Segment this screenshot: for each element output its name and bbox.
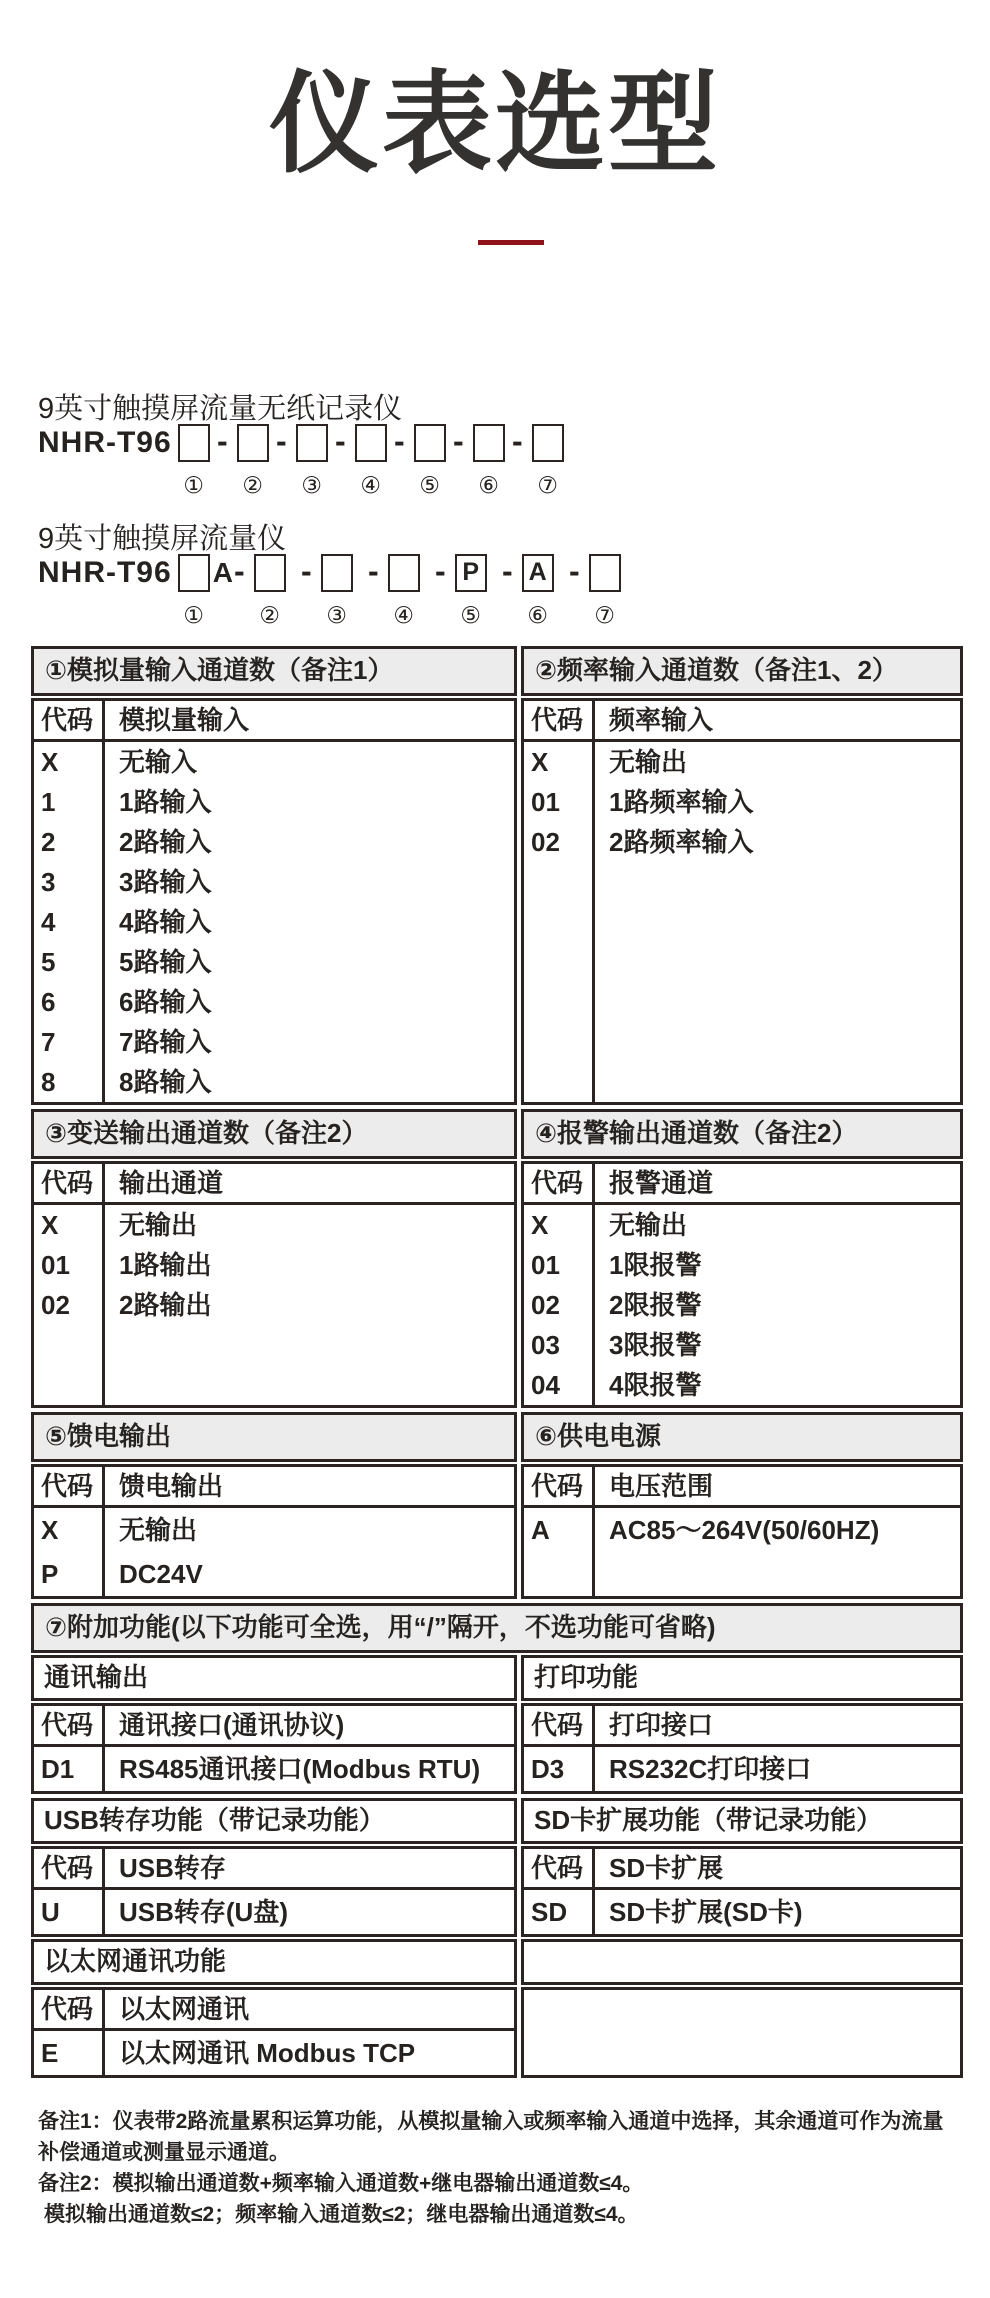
table-row	[524, 1365, 960, 1405]
column-divider	[592, 701, 595, 1102]
table-row	[524, 1325, 960, 1365]
column-divider	[102, 1706, 105, 1791]
model2-code-row	[38, 554, 625, 638]
model-code-slot	[355, 424, 414, 508]
code-box	[254, 554, 286, 592]
row-desc: 1路输出	[119, 1250, 212, 1280]
sd-code-table	[521, 1846, 963, 1937]
section2-header: ②频率输入通道数（备注1、2）	[521, 646, 963, 696]
row-code: 01	[531, 787, 560, 817]
slot-number: ①	[183, 602, 204, 628]
column-header-row	[34, 1164, 514, 1205]
table-row	[34, 862, 514, 902]
row-code: X	[531, 747, 549, 777]
code-box	[473, 424, 505, 462]
table-row	[524, 1747, 960, 1791]
code-column-header: 代码	[531, 705, 584, 735]
row-code: 02	[41, 1290, 70, 1320]
row-desc: AC85～264V(50/60HZ)	[609, 1515, 880, 1545]
note-line: 补偿通道或测量显示通道。	[38, 2141, 290, 2164]
table-row	[34, 822, 514, 862]
section5-header: ⑤馈电输出	[31, 1412, 517, 1462]
row-desc: 2路输出	[119, 1290, 212, 1320]
dash-separator: -	[368, 553, 379, 589]
column-header-row	[524, 701, 960, 742]
ethernet-function-title: 以太网通讯功能	[31, 1939, 517, 1985]
row-code: 6	[41, 987, 56, 1017]
code-box	[178, 554, 210, 592]
column-header-row	[34, 1467, 514, 1508]
row-desc: 3限报警	[609, 1330, 702, 1360]
row-code: 4	[41, 907, 56, 937]
table-row	[524, 782, 960, 822]
slot-number: ⑥	[527, 602, 548, 628]
slot-number: ⑥	[478, 472, 499, 498]
desc-column-header: 报警通道	[609, 1168, 714, 1198]
desc-column-header: 以太网通讯	[119, 1994, 250, 2024]
table-row	[34, 1022, 514, 1062]
row-code: D3	[531, 1754, 565, 1784]
code-box	[414, 424, 446, 462]
row-desc: 6路输入	[119, 987, 212, 1017]
row-desc: 以太网通讯 Modbus TCP	[119, 2038, 416, 2068]
model2-subtitle: 9英寸触摸屏流量仪	[38, 523, 287, 555]
dash-separator: -	[217, 423, 228, 459]
model-code-slot	[455, 554, 522, 638]
slot-number: ②	[259, 602, 280, 628]
table-row	[34, 1552, 514, 1596]
row-code: X	[41, 1515, 59, 1545]
comm-output-title: 通讯输出	[31, 1655, 517, 1701]
table-row	[34, 1508, 514, 1552]
section4-header: ④报警输出通道数（备注2）	[521, 1109, 963, 1159]
table-row	[34, 1285, 514, 1325]
column-divider	[102, 1164, 105, 1405]
code-box	[532, 424, 564, 462]
note-line: 模拟输出通道数≤2；频率输入通道数≤2；继电器输出通道数≤4。	[44, 2203, 639, 2226]
row-code: 8	[41, 1067, 56, 1097]
usb-code-table	[31, 1846, 517, 1937]
row-code: 02	[531, 1290, 560, 1320]
column-divider	[592, 1849, 595, 1934]
row-code: 3	[41, 867, 56, 897]
column-divider	[592, 1164, 595, 1405]
table-row	[34, 742, 514, 782]
model-code-slot	[589, 554, 625, 638]
row-desc: 无输出	[119, 1210, 198, 1240]
code-box	[178, 424, 210, 462]
desc-column-header: 模拟量输入	[119, 705, 250, 735]
row-code: X	[41, 1210, 59, 1240]
slot-number: ①	[183, 472, 204, 498]
model1-code-row	[38, 424, 568, 508]
row-desc: 2路输入	[119, 827, 212, 857]
desc-column-header: 打印接口	[609, 1710, 714, 1740]
column-divider	[592, 1467, 595, 1596]
row-desc: 1路输入	[119, 787, 212, 817]
code-column-header: 代码	[41, 1994, 94, 2024]
model-code-slot	[296, 424, 355, 508]
dash-separator: -	[234, 553, 245, 589]
table-row	[34, 1062, 514, 1102]
column-divider	[102, 1849, 105, 1934]
model-code-slot	[532, 424, 568, 508]
dash-separator: -	[301, 553, 312, 589]
row-desc: 2路频率输入	[609, 827, 754, 857]
slot-number: ③	[301, 472, 322, 498]
code-box	[355, 424, 387, 462]
desc-column-header: 输出通道	[119, 1168, 224, 1198]
model-code-slot	[473, 424, 532, 508]
model-code-slot	[237, 424, 296, 508]
row-desc: USB转存(U盘)	[119, 1897, 288, 1927]
row-code: X	[531, 1210, 549, 1240]
feed-output-code-table	[31, 1464, 517, 1599]
model-code-slot	[522, 554, 589, 638]
code-box: A	[522, 554, 554, 592]
code-column-header: 代码	[41, 1471, 94, 1501]
code-suffix: A	[212, 557, 233, 588]
dash-separator: -	[453, 423, 464, 459]
print-code-table	[521, 1703, 963, 1794]
table-row	[524, 742, 960, 782]
desc-column-header: USB转存	[119, 1853, 226, 1883]
column-header-row	[34, 701, 514, 742]
usb-function-title: USB转存功能（带记录功能）	[31, 1798, 517, 1844]
code-column-header: 代码	[531, 1168, 584, 1198]
table-row	[524, 1245, 960, 1285]
power-supply-code-table	[521, 1464, 963, 1599]
desc-column-header: SD卡扩展	[609, 1853, 724, 1883]
row-desc: 无输出	[609, 1210, 688, 1240]
column-header-row	[34, 1849, 514, 1890]
transmit-output-code-table	[31, 1161, 517, 1408]
section1-header: ①模拟量输入通道数（备注1）	[31, 646, 517, 696]
code-column-header: 代码	[41, 1168, 94, 1198]
model-prefix: NHR-T96	[38, 426, 172, 459]
model-code-slot	[178, 424, 237, 508]
slot-number: ⑤	[419, 472, 440, 498]
code-column-header: 代码	[41, 705, 94, 735]
row-desc: 无输出	[119, 1515, 198, 1545]
code-column-header: 代码	[531, 1710, 584, 1740]
section6-header: ⑥供电电源	[521, 1412, 963, 1462]
table-row	[524, 822, 960, 862]
desc-column-header: 通讯接口(通讯协议)	[119, 1710, 345, 1740]
model-code-slot	[388, 554, 455, 638]
dash-separator: -	[569, 553, 580, 589]
code-box	[296, 424, 328, 462]
title-underline	[478, 240, 544, 245]
row-desc: 8路输入	[119, 1067, 212, 1097]
print-function-title: 打印功能	[521, 1655, 963, 1701]
selection-table	[31, 646, 963, 2078]
code-box	[321, 554, 353, 592]
column-divider	[102, 1990, 105, 2075]
dash-separator: -	[276, 423, 287, 459]
row-code: 7	[41, 1027, 56, 1057]
row-desc: 2限报警	[609, 1290, 702, 1320]
row-code: 04	[531, 1370, 560, 1400]
row-desc: RS232C打印接口	[609, 1754, 812, 1784]
frequency-input-code-table	[521, 698, 963, 1105]
code-column-header: 代码	[531, 1853, 584, 1883]
row-code: SD	[531, 1897, 568, 1927]
note-line: 备注2：模拟输出通道数+频率输入通道数+继电器输出通道数≤4。	[38, 2172, 644, 2195]
column-header-row	[34, 1706, 514, 1747]
slot-number: ⑦	[537, 472, 558, 498]
code-column-header: 代码	[41, 1853, 94, 1883]
column-header-row	[524, 1706, 960, 1747]
dash-separator: -	[394, 423, 405, 459]
slot-number: ②	[242, 472, 263, 498]
desc-column-header: 频率输入	[609, 705, 714, 735]
desc-column-header: 电压范围	[609, 1471, 714, 1501]
column-header-row	[524, 1849, 960, 1890]
table-row	[34, 1245, 514, 1285]
table-row	[34, 782, 514, 822]
column-divider	[102, 1467, 105, 1596]
code-column-header: 代码	[41, 1710, 94, 1740]
model-code-slot	[414, 424, 473, 508]
slot-number: ⑤	[460, 602, 481, 628]
row-desc: DC24V	[119, 1559, 203, 1589]
table-row	[34, 942, 514, 982]
row-code: 2	[41, 827, 56, 857]
table-row	[524, 1205, 960, 1245]
model-prefix: NHR-T96	[38, 556, 172, 589]
row-desc: 无输入	[119, 747, 198, 777]
dash-separator: -	[335, 423, 346, 459]
slot-number: ④	[393, 602, 414, 628]
table-row	[34, 902, 514, 942]
empty-cell	[521, 1939, 963, 1985]
row-code: A	[531, 1515, 550, 1545]
row-desc: SD卡扩展(SD卡)	[609, 1897, 803, 1927]
code-box	[388, 554, 420, 592]
row-desc: 无输出	[609, 747, 688, 777]
desc-column-header: 馈电输出	[119, 1471, 224, 1501]
ethernet-code-table	[31, 1987, 517, 2078]
model-code-slot	[321, 554, 388, 638]
table-row	[34, 1205, 514, 1245]
note-line: 备注1：仪表带2路流量累积运算功能，从模拟量输入或频率输入通道中选择，其余通道可作为流量	[38, 2110, 944, 2133]
empty-cell	[521, 1987, 963, 2078]
row-desc: 7路输入	[119, 1027, 212, 1057]
table-row	[34, 1890, 514, 1934]
table-row	[524, 1508, 960, 1552]
table-row	[34, 982, 514, 1022]
table-row	[524, 1890, 960, 1934]
code-column-header: 代码	[531, 1471, 584, 1501]
table-row	[524, 1285, 960, 1325]
code-box	[589, 554, 621, 592]
row-code: 5	[41, 947, 56, 977]
row-code: U	[41, 1897, 60, 1927]
row-desc: 5路输入	[119, 947, 212, 977]
table-row	[34, 2031, 514, 2075]
row-code: 01	[41, 1250, 70, 1280]
comm-output-code-table	[31, 1703, 517, 1794]
row-desc: 1限报警	[609, 1250, 702, 1280]
column-header-row	[34, 1990, 514, 2031]
row-code: D1	[41, 1754, 75, 1784]
row-desc: 4路输入	[119, 907, 212, 937]
code-box	[237, 424, 269, 462]
row-code: X	[41, 747, 59, 777]
slot-number: ④	[360, 472, 381, 498]
alarm-output-code-table	[521, 1161, 963, 1408]
row-code: 1	[41, 787, 56, 817]
sd-function-title: SD卡扩展功能（带记录功能）	[521, 1798, 963, 1844]
row-desc: 1路频率输入	[609, 787, 754, 817]
column-header-row	[524, 1467, 960, 1508]
page-title: 仪表选型	[269, 63, 721, 186]
column-divider	[102, 701, 105, 1102]
column-header-row	[524, 1164, 960, 1205]
row-code: 01	[531, 1250, 560, 1280]
table-row	[34, 1747, 514, 1791]
model-code-slot	[254, 554, 321, 638]
row-desc: 3路输入	[119, 867, 212, 897]
row-desc: 4限报警	[609, 1370, 702, 1400]
column-divider	[592, 1706, 595, 1791]
section7-header: ⑦附加功能(以下功能可全选，用“/”隔开，不选功能可省略)	[31, 1603, 963, 1653]
row-code: P	[41, 1559, 59, 1589]
model-code-slot	[178, 554, 254, 638]
dash-separator: -	[502, 553, 513, 589]
section3-header: ③变送输出通道数（备注2）	[31, 1109, 517, 1159]
row-desc: RS485通讯接口(Modbus RTU)	[119, 1754, 481, 1784]
dash-separator: -	[435, 553, 446, 589]
row-code: 03	[531, 1330, 560, 1360]
model1-subtitle: 9英寸触摸屏流量无纸记录仪	[38, 393, 403, 425]
code-box: P	[455, 554, 487, 592]
footnotes	[38, 2106, 943, 2230]
dash-separator: -	[512, 423, 523, 459]
analog-input-code-table	[31, 698, 517, 1105]
row-code: E	[41, 2038, 59, 2068]
slot-number: ③	[326, 602, 347, 628]
slot-number: ⑦	[594, 602, 615, 628]
row-code: 02	[531, 827, 560, 857]
